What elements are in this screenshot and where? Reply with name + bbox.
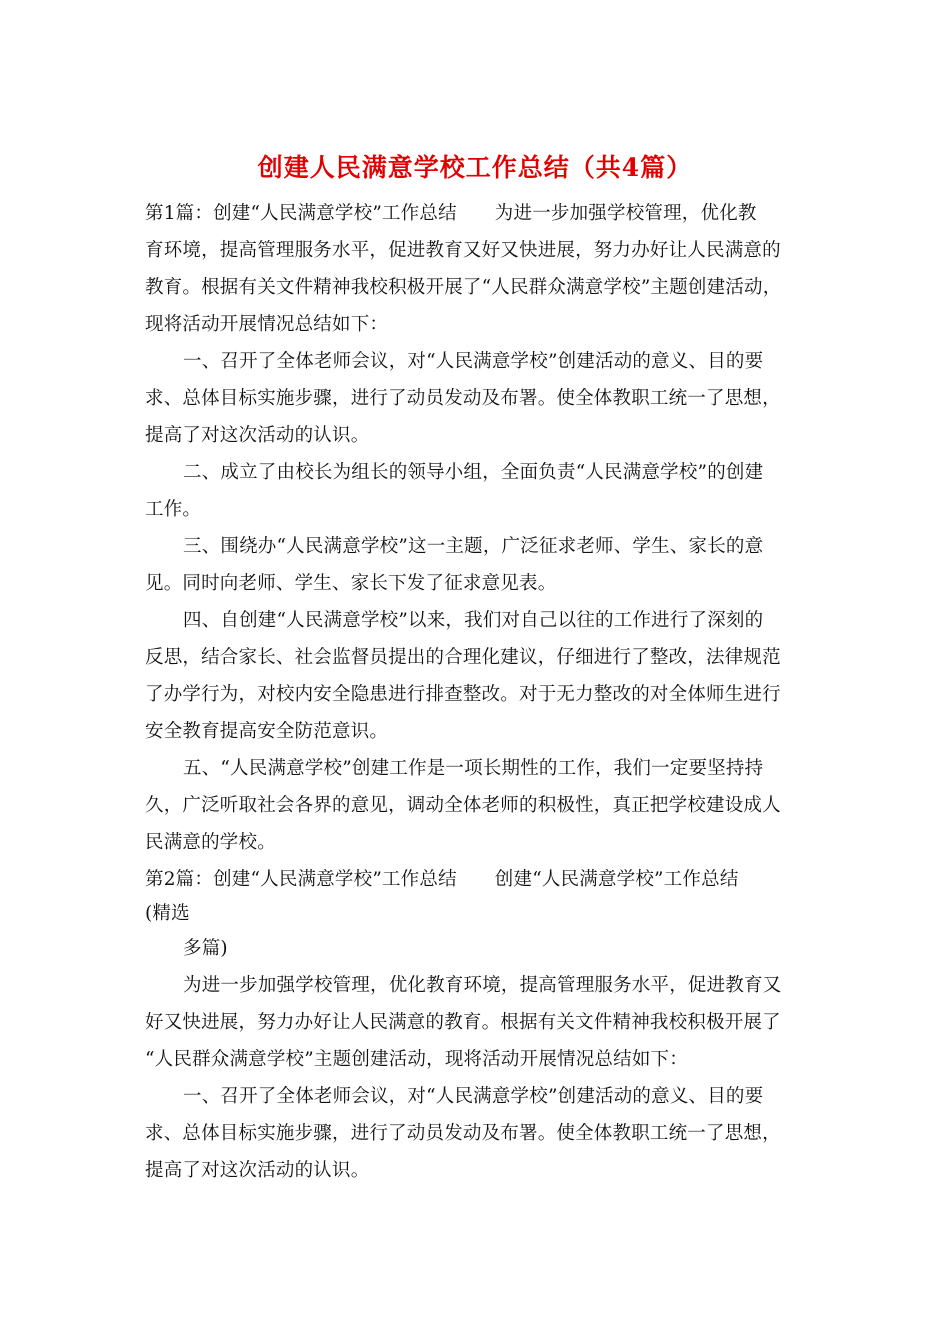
article-1-heading-line (145, 195, 805, 232)
paragraph-line: 四、自创建“人民满意学校”以来，我们对自己以往的工作进行了深刻的 (183, 610, 764, 631)
paragraph-line: 提高了对这次活动的认识。 (145, 425, 370, 446)
paragraph-line: 反思，结合家长、社会监督员提出的合理化建议，仔细进行了整改，法律规范 (145, 647, 781, 668)
paragraph-line: 工作。 (145, 499, 202, 520)
paragraph-line: 二、成立了由校长为组长的领导小组，全面负责“人民满意学校”的创建 (183, 462, 764, 483)
paragraph-line: “人民群众满意学校”主题创建活动，现将活动开展情况总结如下： (145, 1049, 688, 1070)
paragraph-line: 民满意的学校。 (145, 832, 276, 853)
paragraph-line: 多篇) (183, 938, 228, 959)
paragraph-line: 为进一步加强学校管理，优化教育环境，提高管理服务水平，促进教育又 (183, 975, 782, 996)
paragraph-line: 见。同时向老师、学生、家长下发了征求意见表。 (145, 573, 557, 594)
paragraph-line: 安全教育提高安全防范意识。 (145, 721, 389, 742)
article-2-heading-line (145, 861, 805, 898)
paragraph-line: 提高了对这次活动的认识。 (145, 1160, 370, 1181)
article-2-subtitle: 创建“人民满意学校”工作总结 (494, 869, 739, 890)
paragraph-line: 久，广泛听取社会各界的意见，调动全体老师的积极性，真正把学校建设成人 (145, 795, 781, 816)
paragraph-line: 五、“人民满意学校”创建工作是一项长期性的工作，我们一定要坚持持 (183, 758, 764, 779)
paragraph-line: 求、总体目标实施步骤，进行了动员发动及布署。使全体教职工统一了思想， (145, 388, 781, 409)
paragraph-line: 一、召开了全体老师会议，对“人民满意学校”创建活动的意义、目的要 (183, 1086, 764, 1107)
paragraph-line: 现将活动开展情况总结如下： (145, 314, 389, 335)
paragraph-line: 育环境，提高管理服务水平，促进教育又好又快进展，努力办好让人民满意的 (145, 240, 781, 261)
paragraph-line: (精选 (145, 903, 190, 924)
document-body (145, 195, 805, 1189)
paragraph-line: 求、总体目标实施步骤，进行了动员发动及布署。使全体教职工统一了思想， (145, 1123, 781, 1144)
paragraph-line: 好又快进展，努力办好让人民满意的教育。根据有关文件精神我校积极开展了 (145, 1012, 781, 1033)
paragraph-line: 教育。根据有关文件精神我校积极开展了“人民群众满意学校”主题创建活动， (145, 277, 782, 298)
document-title: 创建人民满意学校工作总结（共4篇） (257, 153, 693, 182)
article-2-heading: 第2篇：创建“人民满意学校”工作总结 (145, 869, 457, 890)
paragraph-line: 一、召开了全体老师会议，对“人民满意学校”创建活动的意义、目的要 (183, 351, 764, 372)
article-1-heading: 第1篇：创建“人民满意学校”工作总结 (145, 203, 457, 224)
paragraph-line: 了办学行为，对校内安全隐患进行排查整改。对于无力整改的对全体师生进行 (145, 684, 781, 705)
paragraph-line: 三、围绕办“人民满意学校”这一主题，广泛征求老师、学生、家长的意 (183, 536, 764, 557)
article-1-intro-start: 为进一步加强学校管理，优化教 (494, 203, 757, 224)
